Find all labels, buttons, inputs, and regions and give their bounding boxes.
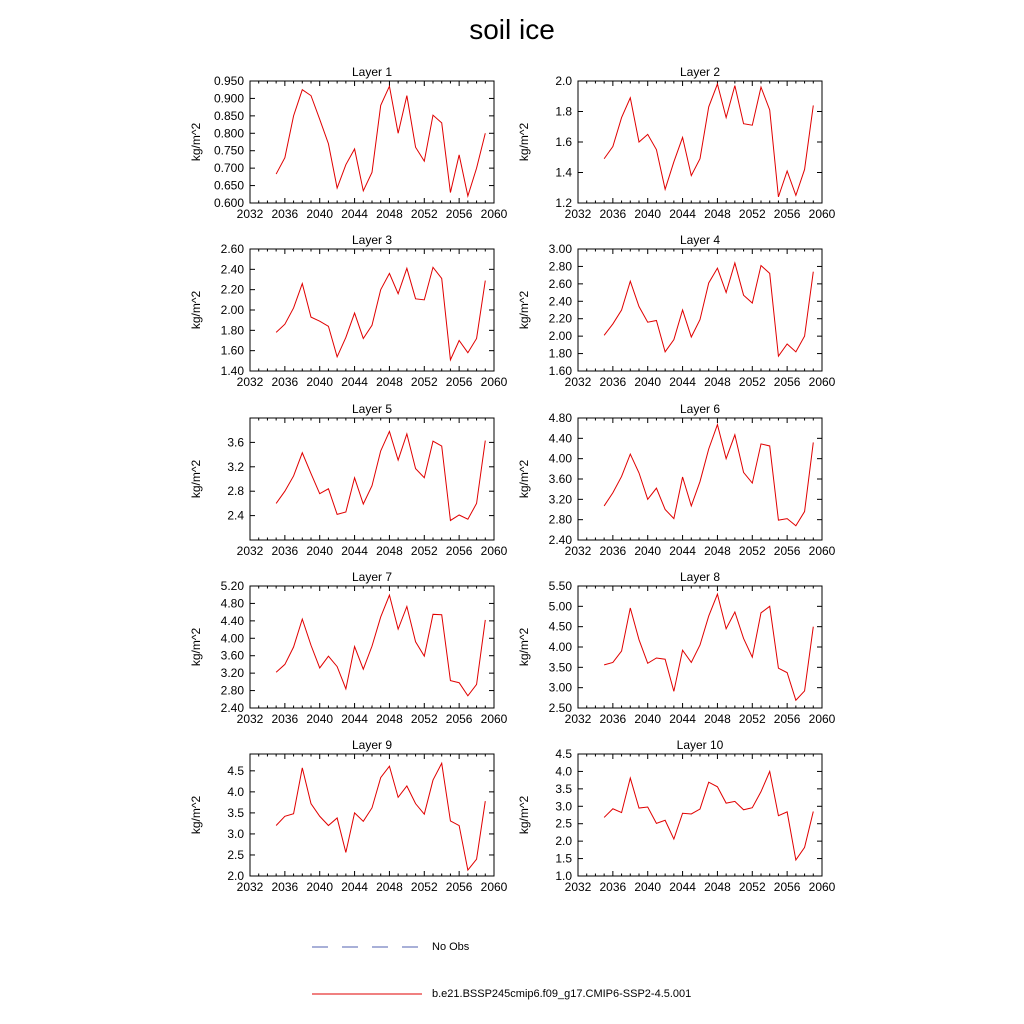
x-tick-label: 2048 <box>704 544 731 558</box>
y-tick-label: 2.8 <box>227 484 244 499</box>
x-tick-label: 2040 <box>634 544 662 558</box>
y-tick-label: 4.00 <box>220 631 244 646</box>
panel-title: Layer 9 <box>351 738 393 752</box>
plot-frame <box>578 586 822 708</box>
x-tick-label: 2052 <box>410 207 438 221</box>
x-tick-label: 2052 <box>410 880 438 894</box>
x-tick-label: 2048 <box>376 375 403 389</box>
y-tick-label: 2.00 <box>220 303 244 317</box>
legend-label: b.e21.BSSP245cmip6.f09_g17.CMIP6-SSP2-4.5.001 <box>432 988 692 1000</box>
panel-title: Layer 2 <box>679 65 721 79</box>
x-tick-label: 2032 <box>236 207 264 221</box>
x-tick-label: 2032 <box>236 880 264 894</box>
y-tick-label: 4.0 <box>227 784 244 799</box>
y-tick-label: 0.800 <box>213 126 244 141</box>
panel-layer-10 <box>517 738 836 894</box>
x-tick-label: 2044 <box>341 544 368 558</box>
panel-title: Layer 8 <box>679 570 721 584</box>
x-tick-label: 2060 <box>808 207 836 221</box>
y-tick-label: 2.0 <box>555 834 572 849</box>
plot-frame <box>250 81 494 203</box>
plot-frame <box>250 754 494 876</box>
y-tick-label: 2.4 <box>227 508 244 523</box>
y-tick-label: 4.50 <box>548 619 572 634</box>
x-tick-label: 2036 <box>271 880 299 894</box>
plot-frame <box>578 754 822 876</box>
series-line <box>604 425 813 526</box>
y-axis-label: kg/m^2 <box>517 459 531 499</box>
y-tick-label: 0.700 <box>213 161 244 176</box>
x-tick-label: 2048 <box>704 375 731 389</box>
y-tick-label: 3.00 <box>548 680 572 695</box>
y-axis-label: kg/m^2 <box>189 627 203 667</box>
x-tick-label: 2044 <box>341 375 368 389</box>
x-tick-label: 2036 <box>271 544 299 558</box>
x-tick-label: 2048 <box>376 207 403 221</box>
x-tick-label: 2052 <box>738 544 766 558</box>
series-line <box>276 595 485 696</box>
panel-layer-9 <box>189 738 508 894</box>
x-tick-label: 2032 <box>564 544 592 558</box>
x-tick-label: 2032 <box>564 207 592 221</box>
legend-swatch-dashed <box>312 942 426 952</box>
x-tick-label: 2060 <box>808 544 836 558</box>
x-tick-label: 2032 <box>236 712 264 726</box>
x-tick-label: 2052 <box>738 207 766 221</box>
y-tick-label: 4.80 <box>220 596 244 611</box>
y-tick-label: 5.20 <box>220 579 244 593</box>
y-tick-label: 0.850 <box>213 108 244 123</box>
x-tick-label: 2056 <box>445 544 473 558</box>
x-tick-label: 2056 <box>445 712 473 726</box>
y-tick-label: 2.40 <box>548 533 572 547</box>
x-tick-label: 2048 <box>704 880 731 894</box>
y-tick-label: 3.0 <box>227 826 244 841</box>
series-line <box>276 431 485 520</box>
y-tick-label: 3.00 <box>548 242 572 256</box>
y-tick-label: 3.20 <box>548 492 572 507</box>
x-tick-label: 2032 <box>564 375 592 389</box>
y-tick-label: 2.20 <box>548 311 572 326</box>
x-tick-label: 2044 <box>669 375 696 389</box>
x-tick-label: 2036 <box>599 880 627 894</box>
x-tick-label: 2044 <box>669 544 696 558</box>
x-tick-label: 2044 <box>669 880 696 894</box>
y-tick-label: 2.60 <box>220 242 244 256</box>
x-tick-label: 2052 <box>410 544 438 558</box>
y-axis-label: kg/m^2 <box>517 122 531 162</box>
y-tick-label: 1.40 <box>220 364 244 378</box>
y-tick-label: 1.60 <box>220 343 244 358</box>
series-line <box>276 763 485 870</box>
x-tick-label: 2056 <box>773 880 801 894</box>
y-tick-label: 4.40 <box>220 613 244 628</box>
x-tick-label: 2036 <box>599 712 627 726</box>
x-tick-label: 2032 <box>564 712 592 726</box>
x-tick-label: 2060 <box>480 712 508 726</box>
x-tick-label: 2044 <box>341 207 368 221</box>
panel-layer-6 <box>517 402 836 558</box>
x-tick-label: 2036 <box>271 712 299 726</box>
x-tick-label: 2040 <box>634 880 662 894</box>
x-tick-label: 2056 <box>445 375 473 389</box>
y-axis-label: kg/m^2 <box>189 459 203 499</box>
x-tick-label: 2060 <box>480 375 508 389</box>
panel-layer-7 <box>189 570 508 726</box>
y-tick-label: 4.80 <box>548 411 572 425</box>
panel-title: Layer 1 <box>351 65 393 79</box>
y-tick-label: 0.600 <box>213 196 244 210</box>
x-tick-label: 2048 <box>376 544 403 558</box>
y-tick-label: 4.5 <box>227 763 244 778</box>
y-tick-label: 1.2 <box>555 196 572 210</box>
y-tick-label: 4.5 <box>555 747 572 761</box>
x-tick-label: 2052 <box>738 375 766 389</box>
y-tick-label: 1.80 <box>220 323 244 338</box>
y-axis-label: kg/m^2 <box>517 795 531 835</box>
y-tick-label: 2.50 <box>548 701 572 715</box>
y-tick-label: 3.0 <box>555 799 572 814</box>
x-tick-label: 2040 <box>306 880 334 894</box>
y-tick-label: 3.60 <box>548 472 572 486</box>
y-tick-label: 3.20 <box>220 666 244 681</box>
x-tick-label: 2056 <box>773 375 801 389</box>
series-line <box>276 267 485 360</box>
x-tick-label: 2060 <box>808 712 836 726</box>
x-tick-label: 2048 <box>704 712 731 726</box>
x-tick-label: 2048 <box>376 712 403 726</box>
panel-layer-3 <box>189 233 508 389</box>
x-tick-label: 2044 <box>341 712 368 726</box>
x-tick-label: 2056 <box>773 207 801 221</box>
y-tick-label: 4.40 <box>548 431 572 446</box>
y-tick-label: 2.40 <box>220 701 244 715</box>
x-tick-label: 2040 <box>634 207 662 221</box>
x-tick-label: 2036 <box>599 544 627 558</box>
legend-label: No Obs <box>432 941 470 953</box>
panel-title: Layer 3 <box>351 233 393 247</box>
x-tick-label: 2056 <box>773 544 801 558</box>
panel-title: Layer 4 <box>679 233 721 247</box>
y-axis-label: kg/m^2 <box>189 290 203 330</box>
x-tick-label: 2036 <box>271 375 299 389</box>
series-line <box>276 86 485 196</box>
panel-layer-5 <box>189 402 508 558</box>
y-tick-label: 2.00 <box>548 329 572 344</box>
x-tick-label: 2036 <box>271 207 299 221</box>
x-tick-label: 2052 <box>410 712 438 726</box>
y-tick-label: 2.0 <box>555 74 572 88</box>
x-tick-label: 2032 <box>236 544 264 558</box>
panel-title: Layer 6 <box>679 402 721 416</box>
y-tick-label: 5.00 <box>548 599 572 614</box>
y-tick-label: 2.80 <box>548 512 572 527</box>
y-axis-label: kg/m^2 <box>517 290 531 330</box>
x-tick-label: 2036 <box>599 207 627 221</box>
plot-frame <box>578 418 822 540</box>
x-tick-label: 2044 <box>341 880 368 894</box>
x-tick-label: 2040 <box>306 207 334 221</box>
y-tick-label: 4.00 <box>548 640 572 654</box>
y-tick-label: 2.60 <box>548 276 572 291</box>
panel-title: Layer 10 <box>676 738 724 752</box>
y-tick-label: 1.0 <box>555 869 572 883</box>
x-tick-label: 2032 <box>564 880 592 894</box>
x-tick-label: 2048 <box>376 880 403 894</box>
panel-layer-8 <box>517 570 836 726</box>
y-tick-label: 0.650 <box>213 178 244 193</box>
y-tick-label: 3.6 <box>227 435 244 450</box>
x-tick-label: 2040 <box>306 375 334 389</box>
plot-frame <box>578 249 822 371</box>
x-tick-label: 2048 <box>704 207 731 221</box>
series-line <box>604 771 813 860</box>
x-tick-label: 2060 <box>480 207 508 221</box>
x-tick-label: 2044 <box>669 712 696 726</box>
x-tick-label: 2052 <box>410 375 438 389</box>
x-tick-label: 2056 <box>773 712 801 726</box>
y-tick-label: 1.8 <box>555 104 572 119</box>
plot-frame <box>250 418 494 540</box>
x-tick-label: 2052 <box>738 712 766 726</box>
y-tick-label: 2.5 <box>555 816 572 831</box>
x-tick-label: 2060 <box>808 880 836 894</box>
y-tick-label: 4.00 <box>548 451 572 466</box>
y-tick-label: 3.2 <box>227 459 244 474</box>
page-title: soil ice <box>469 14 555 45</box>
y-tick-label: 3.60 <box>220 648 244 663</box>
panel-title: Layer 7 <box>351 570 393 584</box>
series-line <box>604 84 813 197</box>
legend-item-model-run <box>312 988 691 1000</box>
y-tick-label: 4.0 <box>555 764 572 779</box>
x-tick-label: 2032 <box>236 375 264 389</box>
y-tick-label: 3.5 <box>227 805 244 820</box>
y-tick-label: 2.20 <box>220 282 244 297</box>
y-tick-label: 2.80 <box>220 683 244 698</box>
x-tick-label: 2040 <box>306 544 334 558</box>
y-tick-label: 2.80 <box>548 259 572 274</box>
plot-frame <box>250 249 494 371</box>
y-tick-label: 2.0 <box>227 869 244 883</box>
y-tick-label: 1.80 <box>548 346 572 361</box>
y-tick-label: 3.50 <box>548 660 572 675</box>
y-tick-label: 2.40 <box>220 262 244 277</box>
y-tick-label: 1.60 <box>548 364 572 378</box>
panel-layer-4 <box>517 233 836 389</box>
x-tick-label: 2056 <box>445 207 473 221</box>
y-tick-label: 0.750 <box>213 143 244 158</box>
x-tick-label: 2044 <box>669 207 696 221</box>
y-tick-label: 0.900 <box>213 91 244 106</box>
y-tick-label: 2.40 <box>548 294 572 309</box>
panel-layer-2 <box>517 65 836 221</box>
panel-title: Layer 5 <box>351 402 393 416</box>
legend-swatch-solid <box>312 989 426 999</box>
y-tick-label: 0.950 <box>213 74 244 88</box>
y-axis-label: kg/m^2 <box>517 627 531 667</box>
x-tick-label: 2040 <box>634 375 662 389</box>
y-tick-label: 2.5 <box>227 847 244 862</box>
x-tick-label: 2060 <box>480 544 508 558</box>
series-line <box>604 594 813 700</box>
x-tick-label: 2060 <box>808 375 836 389</box>
y-tick-label: 3.5 <box>555 781 572 796</box>
panel-layer-1 <box>189 65 508 221</box>
y-tick-label: 5.50 <box>548 579 572 593</box>
y-tick-label: 1.4 <box>555 165 572 180</box>
y-axis-label: kg/m^2 <box>189 122 203 162</box>
x-tick-label: 2056 <box>445 880 473 894</box>
x-tick-label: 2052 <box>738 880 766 894</box>
x-tick-label: 2060 <box>480 880 508 894</box>
y-tick-label: 1.5 <box>555 851 572 866</box>
y-axis-label: kg/m^2 <box>189 795 203 835</box>
x-tick-label: 2040 <box>634 712 662 726</box>
y-tick-label: 1.6 <box>555 135 572 149</box>
x-tick-label: 2036 <box>599 375 627 389</box>
series-line <box>604 263 813 356</box>
x-tick-label: 2040 <box>306 712 334 726</box>
legend-item-no-obs <box>312 941 469 953</box>
